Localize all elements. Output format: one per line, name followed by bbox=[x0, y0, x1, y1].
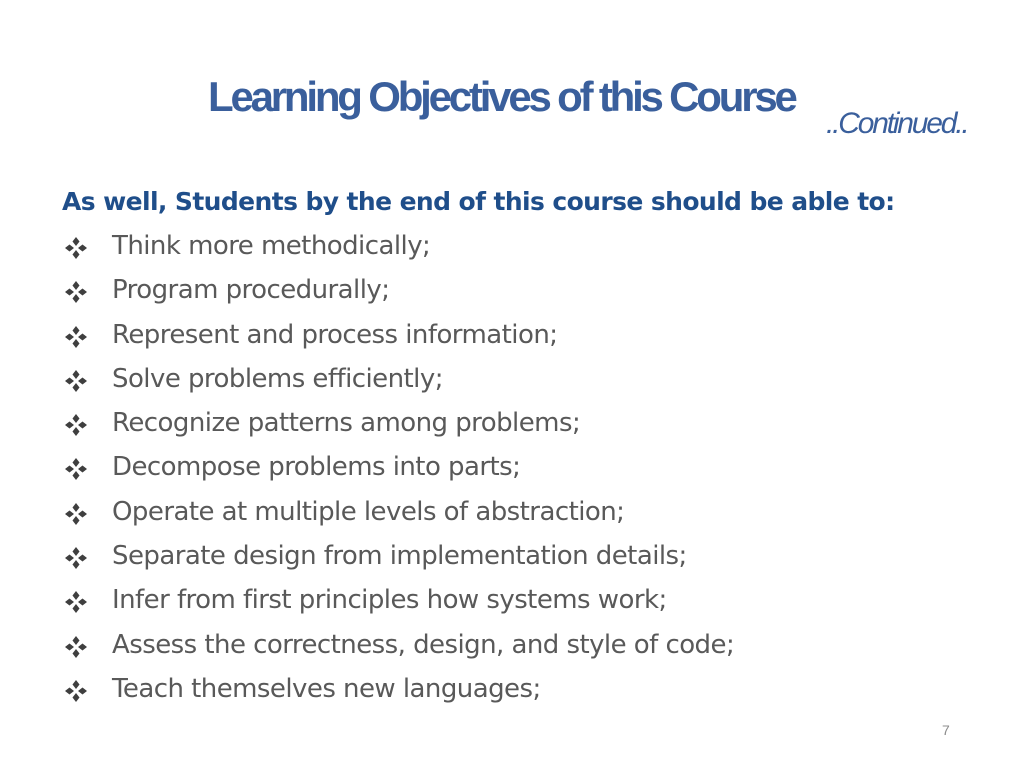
objective-text: Think more methodically; bbox=[112, 231, 431, 261]
four-diamond-bullet-icon bbox=[64, 457, 88, 481]
objective-text: Decompose problems into parts; bbox=[112, 452, 521, 483]
objective-text: Separate design from implementation details; bbox=[112, 541, 687, 572]
objective-text: Solve problems efficiently; bbox=[112, 363, 443, 394]
objective-text: Recognize patterns among problems; bbox=[112, 408, 581, 439]
four-diamond-bullet-icon bbox=[64, 679, 88, 703]
objective-text: Infer from first principles how systems work; bbox=[112, 585, 667, 616]
four-diamond-bullet-icon bbox=[64, 635, 88, 659]
four-diamond-bullet-icon bbox=[64, 280, 88, 304]
intro-text: As well, Students by the end of this course should be able to: bbox=[62, 187, 895, 216]
four-diamond-bullet-icon bbox=[64, 502, 88, 526]
objective-text: Assess the correctness, design, and style of code; bbox=[112, 629, 735, 660]
objective-text: Operate at multiple levels of abstraction; bbox=[112, 496, 625, 527]
objective-text: Program procedurally; bbox=[112, 275, 390, 306]
four-diamond-bullet-icon bbox=[64, 590, 88, 614]
four-diamond-bullet-icon bbox=[64, 369, 88, 393]
page-number: 7 bbox=[942, 722, 950, 738]
objective-text: Teach themselves new languages; bbox=[112, 673, 541, 704]
four-diamond-bullet-icon bbox=[64, 325, 88, 349]
four-diamond-bullet-icon bbox=[64, 413, 88, 437]
slide-subtitle: ..Continued.. bbox=[826, 107, 968, 140]
four-diamond-bullet-icon bbox=[64, 546, 88, 570]
four-diamond-bullet-icon bbox=[64, 236, 88, 260]
slide-title: Learning Objectives of this Course bbox=[208, 73, 795, 120]
objective-text: Represent and process information; bbox=[112, 319, 558, 350]
